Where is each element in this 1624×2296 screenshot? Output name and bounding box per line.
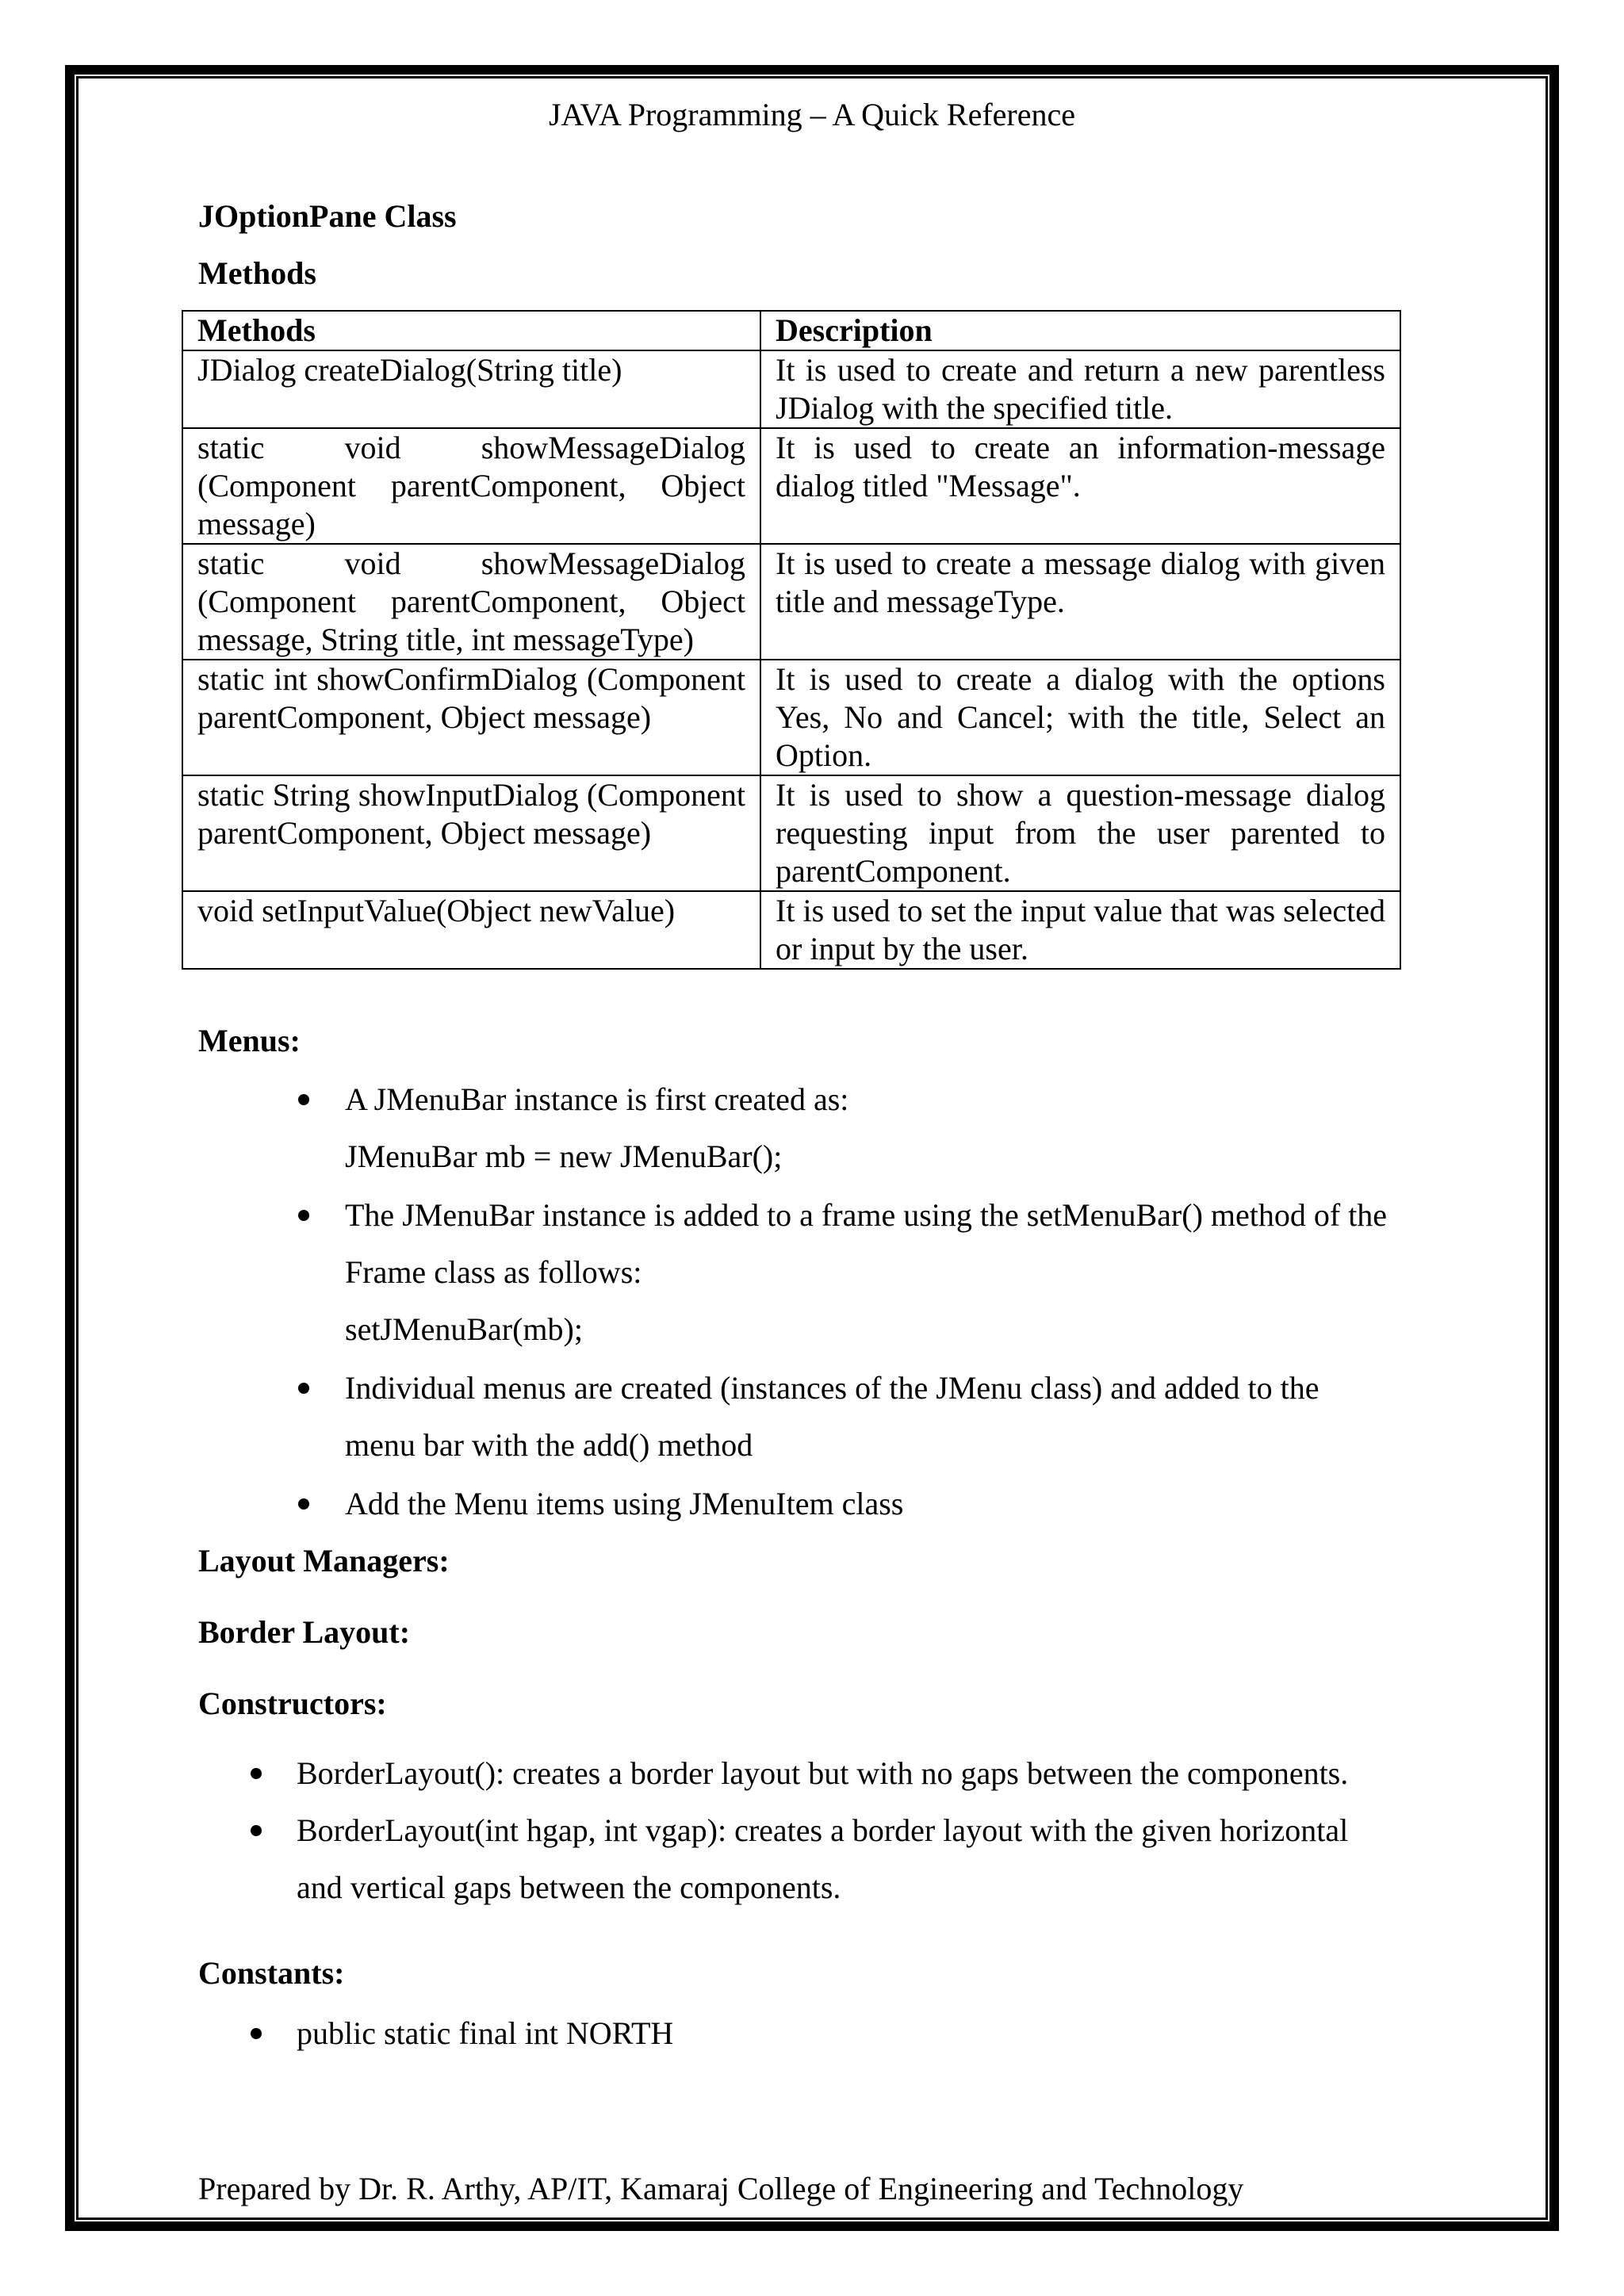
method-cell: static void showMessageDialog (Component parentComponent, Object message, String title, int messageType) (182, 544, 760, 660)
description-cell: It is used to create a dialog with the options Yes, No and Cancel; with the title, Select an Option. (760, 660, 1400, 775)
methods-table (182, 310, 1401, 970)
constructors-heading: Constructors: (198, 1686, 387, 1721)
table-row (182, 350, 1400, 428)
bullet-icon (251, 1825, 262, 1836)
bullet-icon (298, 1094, 309, 1105)
description-cell: It is used to set the input value that was selected or input by the user. (760, 891, 1400, 969)
page-footer: Prepared by Dr. R. Arthy, AP/IT, Kamaraj College of Engineering and Technology (198, 2171, 1244, 2206)
page-header: JAVA Programming – A Quick Reference (548, 97, 1075, 132)
list-item-line: and vertical gaps between the components. (297, 1869, 841, 1905)
table-row (182, 891, 1400, 969)
list-item-line: The JMenuBar instance is added to a frame using the setMenuBar() method of the (345, 1197, 1388, 1233)
list-item-line: JMenuBar mb = new JMenuBar(); (345, 1138, 783, 1174)
method-cell: JDialog createDialog(String title) (182, 350, 760, 428)
bullet-icon (298, 1383, 309, 1394)
bullet-icon (251, 2028, 262, 2039)
column-header-description: Description (760, 311, 1400, 350)
list-item-line: setJMenuBar(mb); (345, 1311, 583, 1347)
list-item-line: BorderLayout(): creates a border layout but with no gaps between the components. (297, 1755, 1349, 1791)
methods-heading: Methods (198, 255, 316, 291)
list-item-line: public static final int NORTH (297, 2015, 674, 2051)
bullet-icon (298, 1210, 309, 1221)
border-layout-heading: Border Layout: (198, 1614, 411, 1650)
layout-managers-heading: Layout Managers: (198, 1543, 450, 1578)
list-item-line: Frame class as follows: (345, 1254, 642, 1290)
list-item-line: A JMenuBar instance is first created as: (345, 1081, 849, 1117)
description-cell: It is used to create and return a new parentless JDialog with the specified title. (760, 350, 1400, 428)
table-row (182, 775, 1400, 891)
method-cell: void setInputValue(Object newValue) (182, 891, 760, 969)
description-cell: It is used to show a question-message dialog requesting input from the user parented to parentComponent. (760, 775, 1400, 891)
table-row (182, 428, 1400, 544)
bullet-icon (251, 1768, 262, 1779)
description-cell: It is used to create an information-message dialog titled "Message". (760, 428, 1400, 544)
table-header-row (182, 311, 1400, 350)
table-row (182, 544, 1400, 660)
list-item-line: Add the Menu items using JMenuItem class (345, 1486, 904, 1521)
list-item-line: Individual menus are created (instances of the JMenu class) and added to the (345, 1370, 1320, 1406)
table-row (182, 660, 1400, 775)
description-cell: It is used to create a message dialog with given title and messageType. (760, 544, 1400, 660)
constants-heading: Constants: (198, 1955, 345, 1991)
column-header-methods: Methods (182, 311, 760, 350)
section-title: JOptionPane Class (198, 198, 457, 234)
method-cell: static int showConfirmDialog (Component parentComponent, Object message) (182, 660, 760, 775)
list-item-line: menu bar with the add() method (345, 1427, 753, 1463)
bullet-icon (298, 1498, 309, 1510)
menus-heading: Menus: (198, 1023, 301, 1058)
list-item-line: BorderLayout(int hgap, int vgap): creates a border layout with the given horizontal (297, 1812, 1349, 1848)
method-cell: static void showMessageDialog (Component parentComponent, Object message) (182, 428, 760, 544)
method-cell: static String showInputDialog (Component parentComponent, Object message) (182, 775, 760, 891)
